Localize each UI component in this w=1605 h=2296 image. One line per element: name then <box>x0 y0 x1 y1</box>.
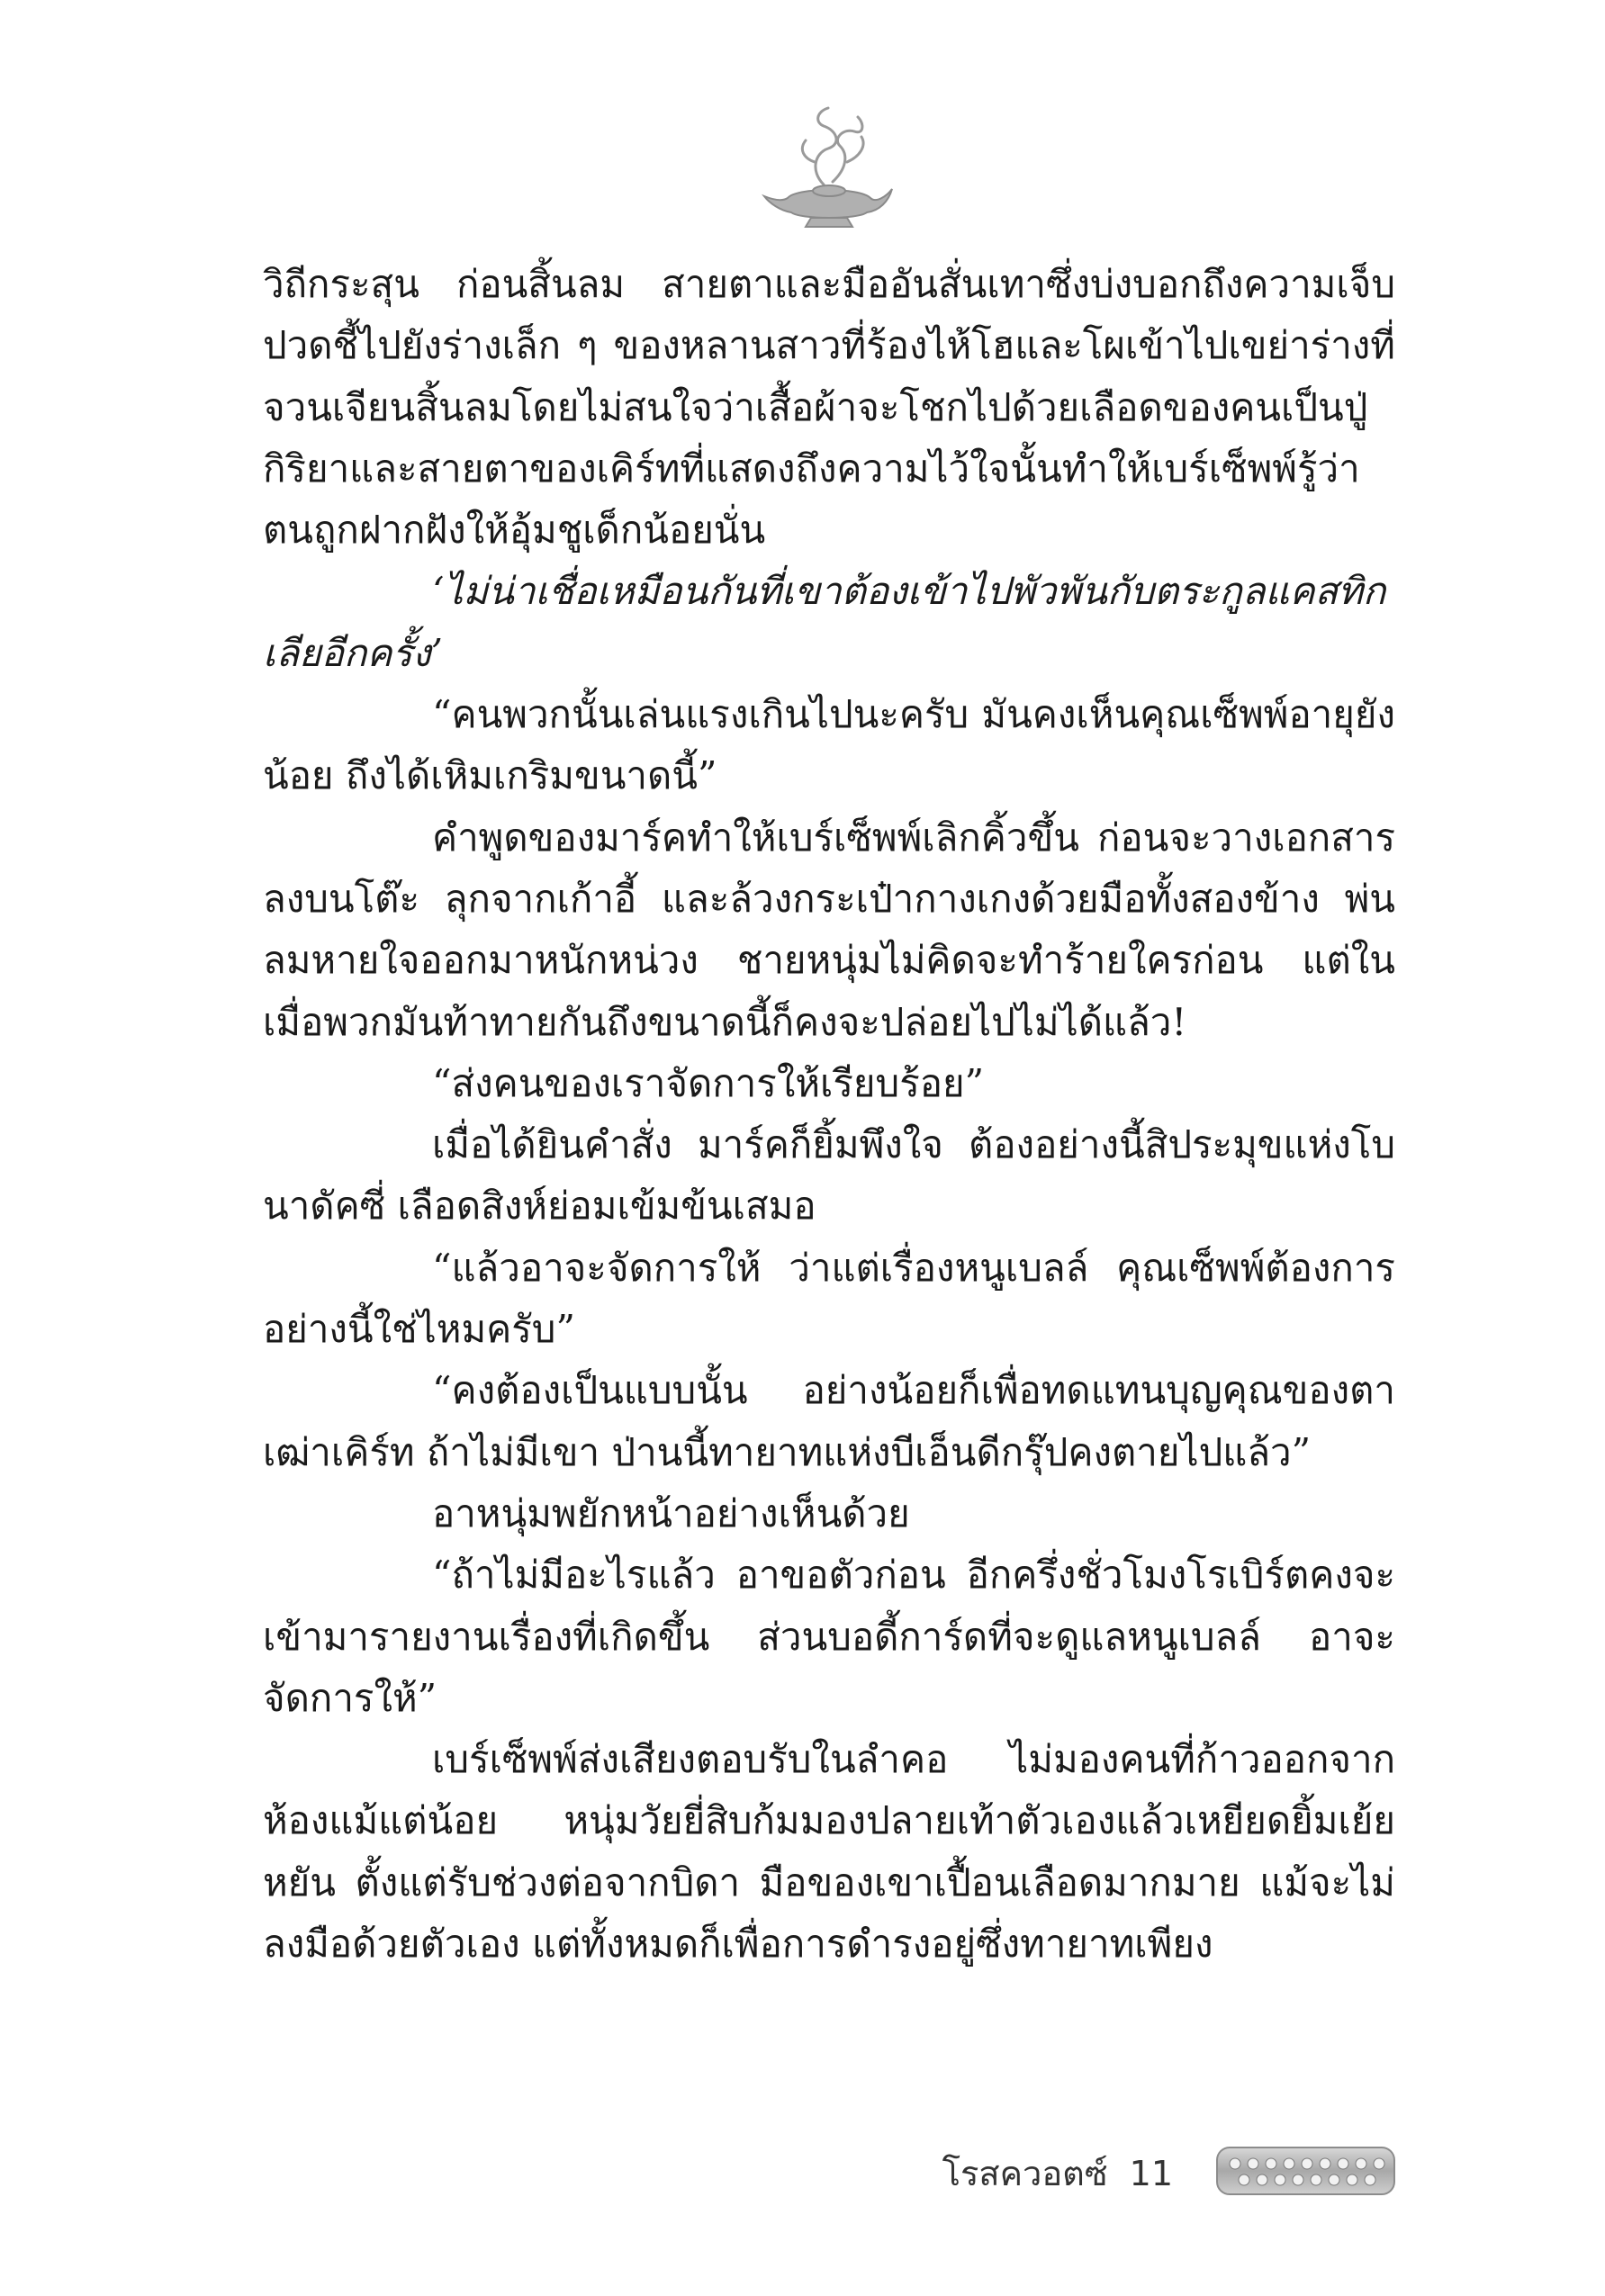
running-footer <box>942 2146 1173 2201</box>
genie-lamp-icon <box>761 99 896 243</box>
paragraph: อาหนุ่มพยักหน้าอย่างเห็นด้วย <box>432 1490 910 1535</box>
body-text <box>263 254 1395 1975</box>
paragraph: “คนพวกนั้นเล่นแรงเกินไปนะครับ มันคงเห็นคุณเซ็พพ์อายุยังน้อย ถึงได้เหิมเกริมขนาดนี้” <box>263 692 1395 798</box>
paragraph: วิถีกระสุน ก่อนสิ้นลม สายตาและมืออันสั่นเทาซึ่งบ่งบอกถึงความเจ็บปวดชี้ไปยังร่างเล็ก ๆ ของหลานสาวที่ร้องไห้โฮและโผเข้าไปเขย่าร่างที่จวนเจียนสิ้นลมโดยไม่สนใจว่าเสื้อผ้าจะโชกไปด้วยเลือดของคนเป็นปู่ กิริยาและสายตาของเคิร์ทที่แสดงถึงความไว้ใจนั้นทำให้เบร์เซ็พพ์รู้ว่าตนถูกฝากฝังให้อุ้มชูเด็กน้อยนั่น <box>263 262 1395 553</box>
paragraph: “แล้วอาจะจัดการให้ ว่าแต่เรื่องหนูเบลล์ คุณเซ็พพ์ต้องการอย่างนี้ใช่ไหมครับ” <box>263 1245 1395 1352</box>
paragraph: เมื่อได้ยินคำสั่ง มาร์คก็ยิ้มพึงใจ ต้องอย่างนี้สิประมุขแห่งโบนาดัคซี่ เลือดสิงห์ย่อมเข้มข้นเสมอ <box>263 1122 1395 1229</box>
page-footer <box>0 2138 1605 2210</box>
paragraph: คำพูดของมาร์คทำให้เบร์เซ็พพ์เลิกคิ้วขึ้น ก่อนจะวางเอกสารลงบนโต๊ะ ลุกจากเก้าอี้ และล้วงกระเป๋ากางเกงด้วยมือทั้งสองข้าง พ่นลมหายใจออกมาหนักหน่วง ชายหนุ่มไม่คิดจะทำร้ายใครก่อน แต่ในเมื่อพวกมันท้าทายกันถึงขนาดนี้ก็คงจะปล่อยไปไม่ได้แล้ว! <box>263 815 1395 1044</box>
paragraph: “ส่งคนของเราจัดการให้เรียบร้อย” <box>432 1060 985 1105</box>
paragraph: เบร์เซ็พพ์ส่งเสียงตอบรับในลำคอ ไม่มองคนที่ก้าวออกจากห้องแม้แต่น้อย หนุ่มวัยยี่สิบก้มมองปลายเท้าตัวเองแล้วเหยียดยิ้มเย้ยหยัน ตั้งแต่รับช่วงต่อจากบิดา มือของเขาเปื้อนเลือดมากมาย แม้จะไม่ลงมือด้วยตัวเอง แต่ทั้งหมดก็เพื่อการดำรงอยู่ซึ่งทายาทเพียง <box>263 1737 1395 1967</box>
diamond-ring-icon <box>1213 2138 1398 2203</box>
paragraph: “คงต้องเป็นแบบนั้น อย่างน้อยก็เพื่อทดแทนบุญคุณของตาเฒ่าเคิร์ท ถ้าไม่มีเขา ป่านนี้ทายาทแห่งบีเอ็นดีกรุ๊ปคงตายไปแล้ว” <box>263 1368 1395 1474</box>
page-number: 11 <box>1129 2154 1173 2193</box>
paragraph: ‘ไม่น่าเชื่อเหมือนกันที่เขาต้องเข้าไปพัวพันกับตระกูลแคสทิกเลียอีกครั้ง’ <box>263 569 1386 675</box>
book-title: โรสควอตซ์ <box>942 2154 1108 2193</box>
paragraph: “ถ้าไม่มีอะไรแล้ว อาขอตัวก่อน อีกครึ่งชั่วโมงโรเบิร์ตคงจะเข้ามารายงานเรื่องที่เกิดขึ้น ส่วนบอดี้การ์ดที่จะดูแลหนูเบลล์ อาจะจัดการให้” <box>263 1553 1395 1720</box>
